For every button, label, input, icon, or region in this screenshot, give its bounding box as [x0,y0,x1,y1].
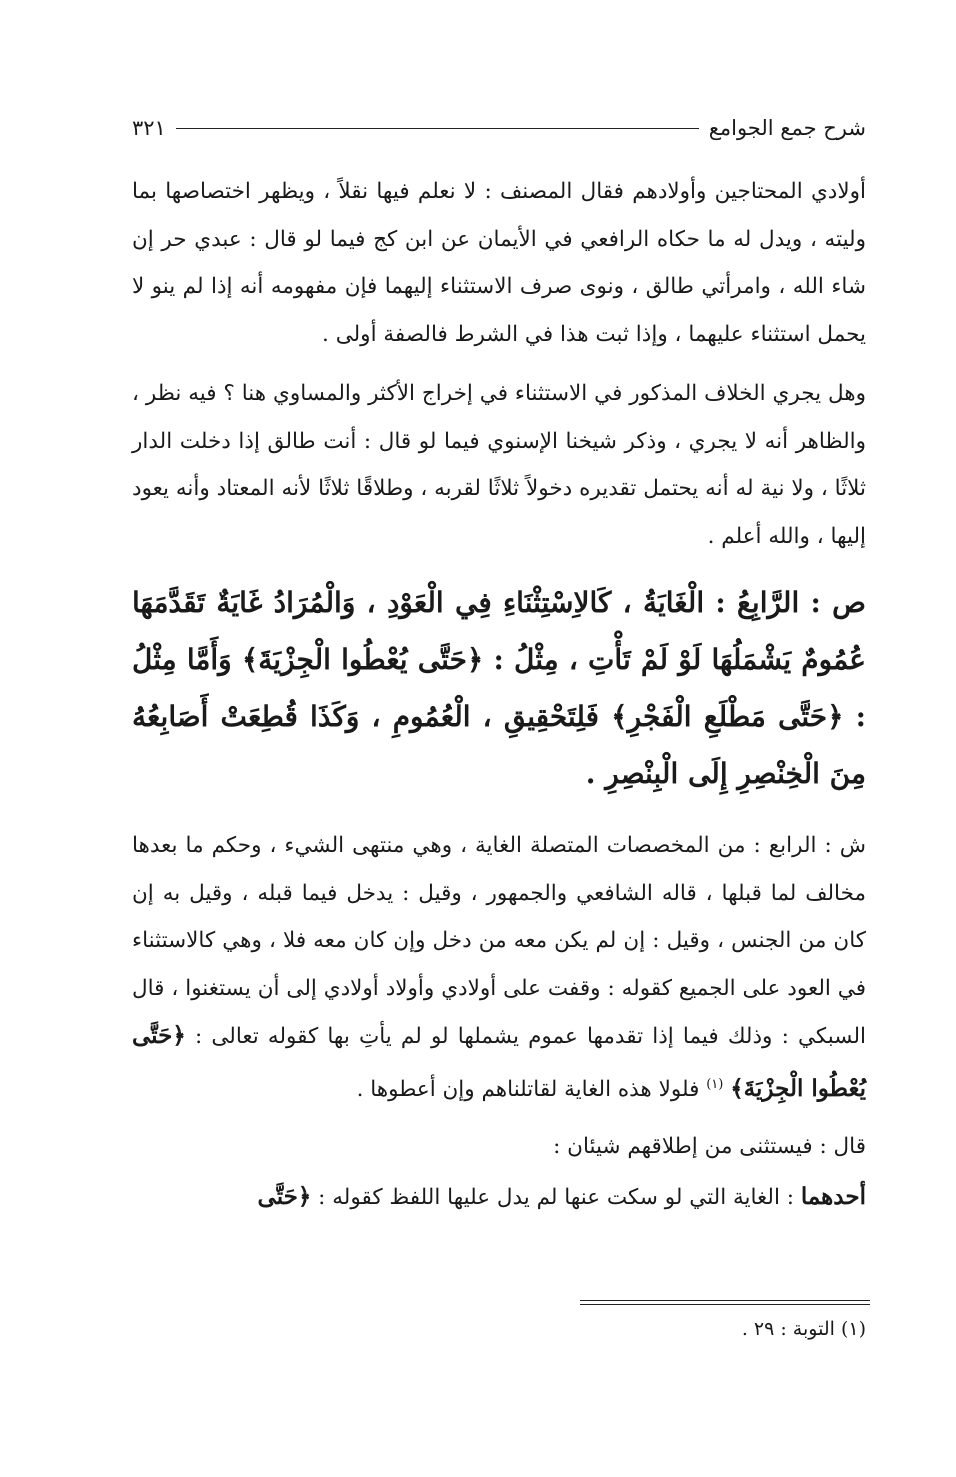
quran-verse-jizya: ﴿حَتَّى يُعْطُوا الْجِزْيَةَ﴾ [241,643,484,676]
book-title: شرح جمع الجوامع [708,116,866,140]
paragraph-khilaf: وهل يجري الخلاف المذكور في الاستثناء في إخراج الأكثر والمساوي هنا ؟ فيه نظر ، والظاهر أنه لا يجري ، وذكر شيخنا الإسنوي فيما لو قال : أنت طالق إذا دخلت الدار ثلاثًا ، ولا نية له أنه يحتمل تقديره دخولاً ثلاثًا لقربه ، وطلاقًا ثلاثًا لأنه المعتاد وأنه يعود إليها ، والله أعلم . [132,381,866,549]
sharh-paragraph [132,822,866,1113]
header-rule [176,128,699,129]
qala-paragraph: قال : فيستثنى من إطلاقهم شيئان : [553,1134,866,1160]
matn-text-start: ص : الرَّابِعُ : الْغَايَةُ ، كَالاِسْتِثْنَاءِ فِي الْعَوْدِ ، وَالْمُرَادُ غَايَةٌ تَقَدَّمَهَا عُمُومٌ يَشْمَلُهَا لَوْ لَمْ تَأْتِ ، مِثْلُ : [132,586,867,676]
footnote-1: (١) التوبة : ٢٩ . [741,1318,866,1340]
paragraph-continued: أولادي المحتاجين وأولادهم فقال المصنف : لا نعلم فيها نقلاً ، ويظهر اختصاصها بما وليته ، ويدل له ما حكاه الرافعي في الأيمان عن ابن كج فيما لو قال : عبدي حر إن شاء الله ، وامرأتي طالق ، ونوى صرف الاستثناء إليهما فإن مفهومه أنه إذا لم ينو لا يحمل استثناء عليهما ، وإذا ثبت هذا في الشرط فالصفة أولى . [132,179,866,347]
first-exception-text: : الغاية التي لو سكت عنها لم يدل عليها اللفظ كقوله : [311,1184,801,1210]
quran-verse-fajr: ﴿حَتَّى مَطْلَعِ الْفَجْرِ﴾ [611,700,844,733]
matn-paragraph [132,574,866,802]
page-number: ٣٢١ [132,116,166,140]
running-header [132,108,866,148]
matn-text-end: فَلِتَحْقِيقِ ، الْعُمُومِ ، وَكَذَا قُطِعَتْ أَصَابِعُهُ مِنَ الْخِنْصِرِ إِلَى الْبِنْصِرِ . [132,700,866,790]
body-text [132,168,866,1221]
quran-verse-hatta: ﴿حَتَّى [257,1182,312,1210]
footnote-separator [580,1300,870,1308]
sharh-text-start: ش : الرابع : من المخصصات المتصلة الغاية ، وهي منتهى الشيء ، وحكم ما بعدها مخالف لما قبلها ، قاله الشافعي والجمهور ، وقيل : يدخل فيما قبله ، وقيل به إن كان من الجنس ، وقيل : إن لم يكن معه من دخل وإن كان معه فلا ، وهي كالاستثناء في العود على الجميع كقوله : وقفت على أولادي وأولاد أولادي إلى أن يستغنوا ، قال السبكي : وذلك فيما إذا تقدمها عموم يشملها لو لم يأتِ بها كقوله تعالى : [132,833,866,1049]
matn-text-middle: وَأَمَّا مِثْلُ : [132,643,867,733]
sharh-text-end: فلولا هذه الغاية لقاتلناهم وإن أعطوها . [356,1076,707,1102]
footnote-reference: (١) [706,1076,724,1092]
first-exception-lead: أحدهما [800,1182,866,1210]
quran-verse-jizya-sharh: ﴿حَتَّى يُعْطُوا الْجِزْيَةَ﴾ [132,1022,866,1102]
first-exception-paragraph [132,1173,866,1222]
